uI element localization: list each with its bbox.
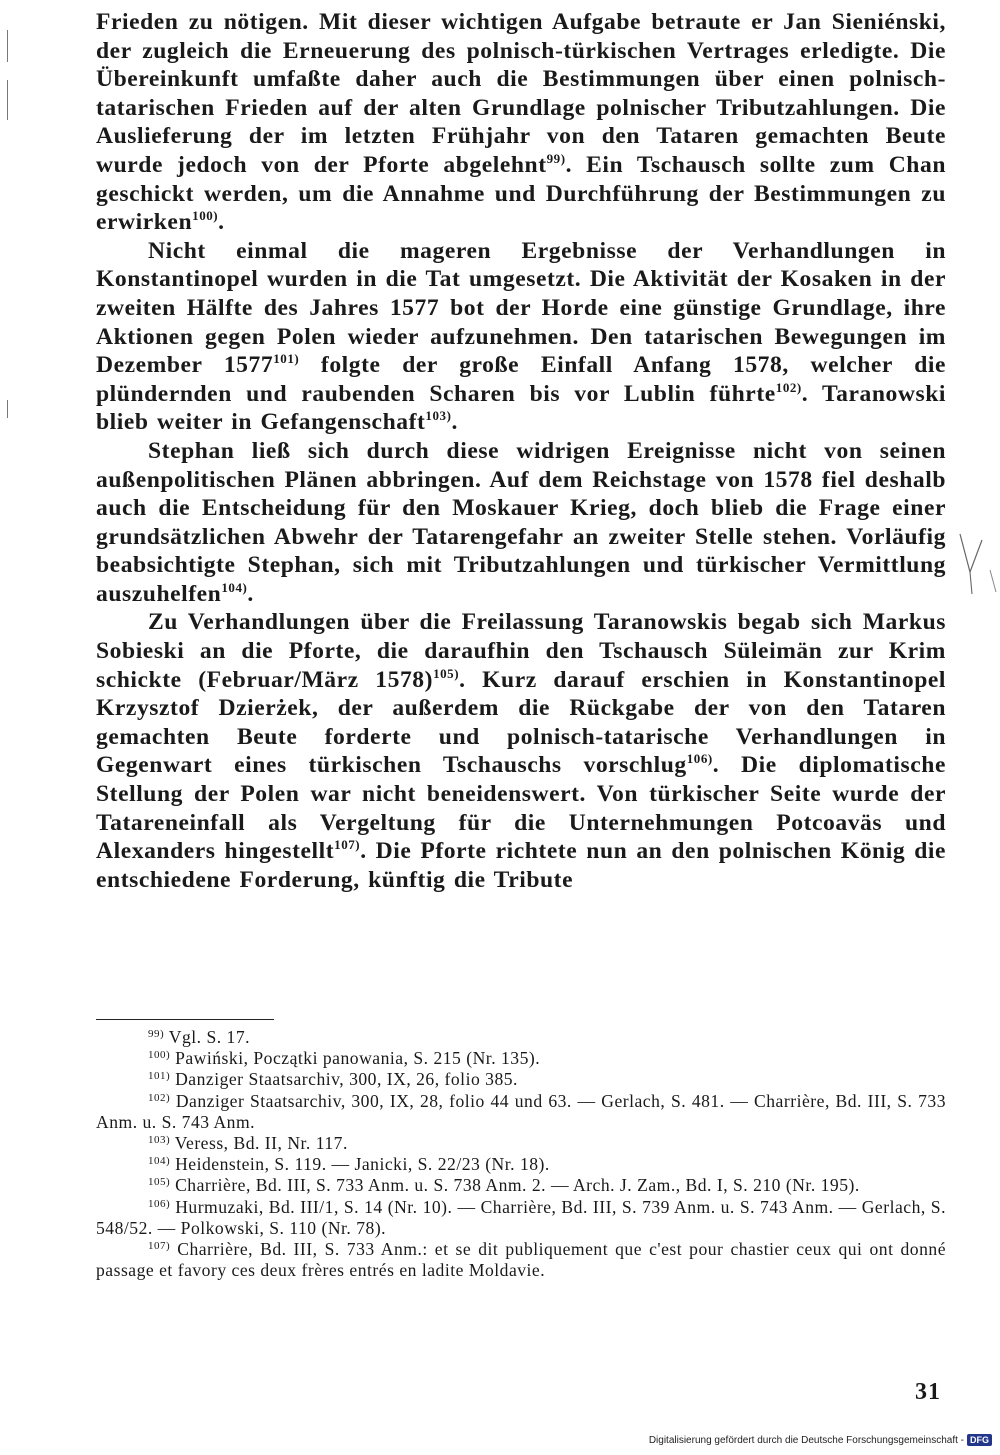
footnote xyxy=(96,1154,946,1175)
footnote-reference: 107) xyxy=(334,837,361,853)
paragraph-text: . xyxy=(218,209,225,236)
footnote xyxy=(96,1027,946,1048)
footnote-text: Danziger Staatsarchiv, 300, IX, 26, folio 385. xyxy=(170,1069,518,1090)
paragraph-text: Nicht einmal die mageren Ergebnisse der Verhandlungen in Konstantinopel wurden in die Tat umgesetzt. Die Aktivität der Kosaken in der zweiten Hälfte des Jahres 1577 bot der Horde eine günstige Grundlage, ihre Aktionen gegen Polen wieder aufzunehmen. Den tatarischen Bewegungen im Dezember 1577 xyxy=(96,237,946,379)
footnote-text: Charrière, Bd. III, S. 733 Anm. u. S. 738 Anm. 2. — Arch. J. Zam., Bd. I, S. 210 (Nr. 195). xyxy=(170,1175,860,1196)
footnote-text: Vgl. S. 17. xyxy=(164,1027,251,1047)
paragraph-text: . Die Pforte richtete nun an den polnischen König die entschiedene Forderung, künftig die Tribute xyxy=(96,838,946,893)
footnote-number: 106) xyxy=(148,1197,171,1210)
footer-text: Digitalisierung gefördert durch die Deutsche Forschungsgemeinschaft - xyxy=(648,1434,964,1446)
footnote-text: Heidenstein, S. 119. — Janicki, S. 22/23 (Nr. 18). xyxy=(170,1154,550,1175)
footnote xyxy=(96,1091,946,1133)
footnote-number: 105) xyxy=(148,1176,171,1189)
body-paragraph xyxy=(96,437,946,609)
paragraph-text: Frieden zu nötigen. Mit dieser wichtigen Aufgabe betraute er Jan Sieniénski, der zugleich die Erneuerung des polnisch-türkischen Vertrages erledigte. Die Übereinkunft umfaßte daher auch die Bestimmungen über einen polnisch-tatarischen Frieden auf der alten Grundlage polnischer Tributzahlungen. Die Auslieferung der im letzten Frühjahr von den Tataren gemachten Beute wurde jedoch von der Pforte abgelehnt xyxy=(96,9,946,178)
body-paragraph xyxy=(96,8,946,237)
footnote xyxy=(96,1175,946,1196)
dfg-logo: DFG xyxy=(967,1434,992,1446)
paragraph-text: . Kurz darauf erschien in Konstantinopel Krzysztof Dzierżek, der außerdem die Rückgabe der von den Tataren gemachten Beute forderte und polnisch-tatarische Verhandlungen in Gegenwart eines türkischen Tschauschs vorschlug xyxy=(96,666,946,779)
paragraph-text: Stephan ließ sich durch diese widrigen Ereignisse nicht von seinen außenpolitischen Plänen abbringen. Auf dem Reichstage von 1578 fiel deshalb auch die Entscheidung für den Moskauer Krieg, doch blieb die Frage einer grundsätzlichen Abwehr der Tatarengefahr an zweiter Stelle stehen. Vorläufig beabsichtigte Stephan, sich mit Tributzahlungen und türkischer Vermittlung auszuhelfen xyxy=(96,437,946,607)
margin-line xyxy=(7,400,8,418)
body-paragraph xyxy=(96,608,946,894)
footnotes xyxy=(96,1027,946,1281)
margin-line xyxy=(7,80,8,120)
footnote xyxy=(96,1133,946,1154)
margin-line xyxy=(7,30,8,62)
footnote-reference: 100) xyxy=(192,208,219,224)
footnote-reference: 105) xyxy=(433,665,460,681)
footnote-number: 100) xyxy=(148,1049,171,1062)
paragraph-text: . Ein Tschausch sollte zum Chan geschickt werden, um die Annahme und Durchführung der Bestimmungen zu erwirken xyxy=(96,151,946,236)
footnote-number: 101) xyxy=(148,1070,171,1083)
paragraph-text: . Taranowski blieb weiter in Gefangenschaft xyxy=(96,380,946,436)
paragraph-text: . Die diplomatische Stellung der Polen war nicht beneidenswert. Von türkischer Seite wurde der Tatareneinfall als Vergeltung für die Unternehmungen Potcoaväs und Alexanders hingestellt xyxy=(96,752,946,865)
footnote-text: Pawiński, Początki panowania, S. 215 (Nr. 135). xyxy=(170,1048,541,1069)
digitization-footer xyxy=(649,1434,992,1446)
paragraph-text: folgte der große Einfall Anfang 1578, welcher die plündernden und raubenden Scharen bis vor Lublin führte xyxy=(96,352,946,407)
footnote xyxy=(96,1239,946,1281)
footnote-number: 107) xyxy=(148,1240,171,1253)
page-number: 31 xyxy=(915,1379,941,1405)
footnote-text: Veress, Bd. II, Nr. 117. xyxy=(170,1133,348,1154)
footnote-reference: 102) xyxy=(775,379,802,395)
footnote-text: Charrière, Bd. III, S. 733 Anm.: et se dit publiquement que c'est pour chastier ceux qui ont donné passage et favory ces deux frères entrés en ladite Moldavie. xyxy=(96,1239,946,1281)
body-paragraph xyxy=(96,237,946,437)
footnote-reference: 101) xyxy=(273,351,300,367)
paragraph-text: . xyxy=(247,580,254,607)
footnote-number: 99) xyxy=(148,1028,165,1040)
footnote-text: Hurmuzaki, Bd. III/1, S. 14 (Nr. 10). — Charrière, Bd. III, S. 739 Anm. u. S. 743 Anm. — Gerlach, S. 548/52. — Polkowski, S. 110 (Nr. 78). xyxy=(96,1196,946,1238)
main-text xyxy=(96,8,946,894)
footnote-number: 104) xyxy=(148,1155,171,1168)
footnote-reference: 99) xyxy=(546,150,566,166)
footnote xyxy=(96,1069,946,1090)
footnote-reference: 106) xyxy=(686,751,713,767)
footnote-number: 103) xyxy=(148,1134,171,1147)
paragraph-text: . xyxy=(451,409,458,436)
footnote-text: Danziger Staatsarchiv, 300, IX, 28, folio 44 und 63. — Gerlach, S. 481. — Charrière, Bd. III, S. 733 Anm. u. S. 743 Anm. xyxy=(96,1090,946,1132)
footnote xyxy=(96,1048,946,1069)
footnote-reference: 103) xyxy=(425,408,452,424)
footnote-number: 102) xyxy=(148,1091,171,1104)
footnote xyxy=(96,1197,946,1239)
pencil-annotation-mark xyxy=(956,530,1000,610)
paragraph-text: Zu Verhandlungen über die Freilassung Taranowskis begab sich Markus Sobieski an die Pforte, die daraufhin den Tschausch Süleimän zur Krim schickte (Februar/März 1578) xyxy=(96,609,946,693)
footnote-reference: 104) xyxy=(221,579,248,595)
footnote-separator xyxy=(96,1019,274,1020)
